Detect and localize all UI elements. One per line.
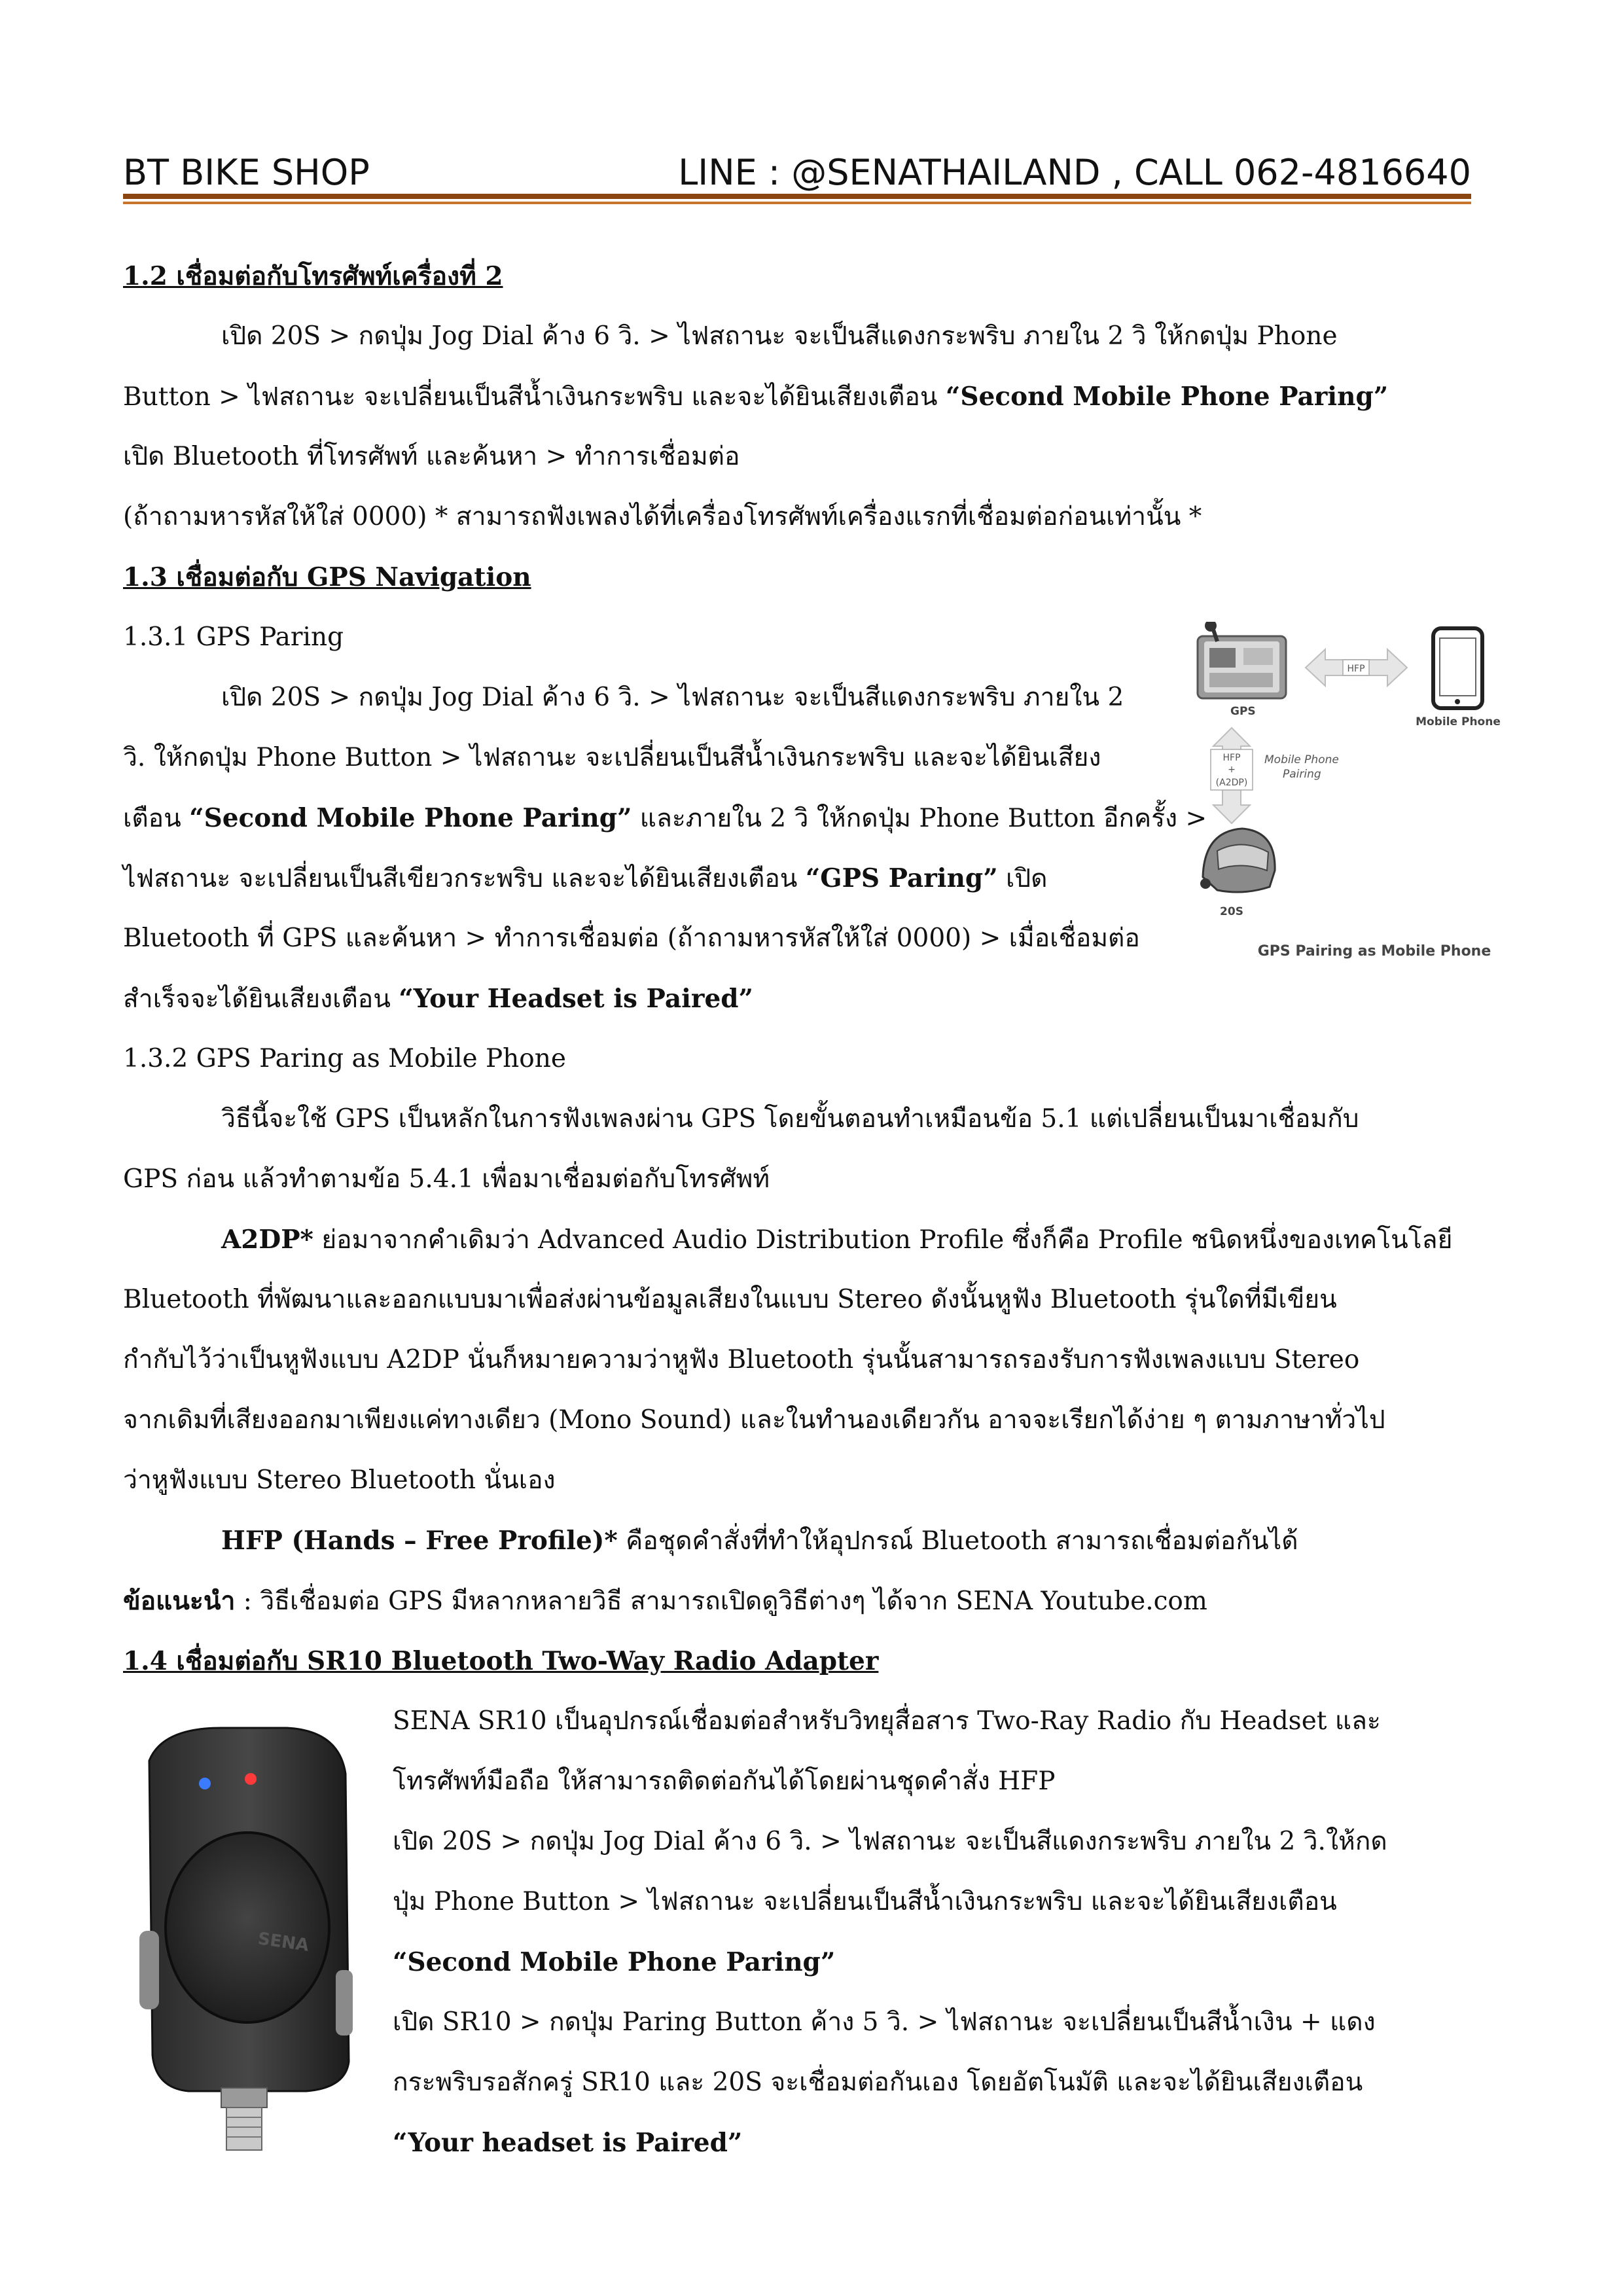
a2dp-text-1: ย่อมาจากคำเดิมว่า Advanced Audio Distribution Profile ซึ่งก็คือ Profile ชนิดหนึ่งของเทคโนโลยี xyxy=(313,1225,1453,1255)
s13-text-3b: “Second Mobile Phone Paring” xyxy=(189,803,632,833)
s13-text-3c: และภายใน 2 วิ ให้กดปุ่ม Phone Button อีกครั้ง > xyxy=(632,804,1207,833)
blue-led-icon xyxy=(199,1778,211,1789)
s13-sub-2: 1.3.2 GPS Paring as Mobile Phone xyxy=(123,1044,566,1073)
helmet-icon xyxy=(1200,829,1275,892)
header-rule-light xyxy=(123,202,1471,204)
fig-hfp-a2dp-1: HFP xyxy=(1222,753,1241,763)
fig-mp-pairing-1: Mobile Phone xyxy=(1264,753,1339,766)
a2dp-line-5: ว่าหูฟังแบบ Stereo Bluetooth นั่นเอง xyxy=(123,1465,556,1495)
s12-text-2b: “Second Mobile Phone Paring” xyxy=(945,382,1389,412)
s13-sub-1: 1.3.1 GPS Paring xyxy=(123,622,344,652)
fig-hfp-a2dp-3: (A2DP) xyxy=(1215,778,1248,788)
section-1-3-heading: 1.3 เชื่อมต่อกับ GPS Navigation xyxy=(123,562,531,592)
header-rule-dark xyxy=(123,194,1471,199)
fig-hfp-label: HFP xyxy=(1347,664,1365,674)
fig-caption: GPS Pairing as Mobile Phone xyxy=(1257,943,1491,960)
s13-text-1: เปิด 20S > กดปุ่ม Jog Dial ค้าง 6 วิ. > ไฟสถานะ จะเป็นสีแดงกระพริบ ภายใน 2 xyxy=(221,683,1124,712)
shop-name: BT BIKE SHOP xyxy=(123,152,370,193)
s14-text-8: “Your headset is Paired” xyxy=(393,2128,743,2158)
gps-pairing-figure xyxy=(1191,622,1518,962)
sr10-logo: SENA xyxy=(257,1929,310,1956)
s12-text-2a: Button > ไฟสถานะ จะเปลี่ยนเป็นสีน้ำเงินกระพริบ และจะได้ยินเสียงเตือน xyxy=(123,382,946,412)
red-led-icon xyxy=(245,1773,257,1785)
s12-text-1: เปิด 20S > กดปุ่ม Jog Dial ค้าง 6 วิ. > ไฟสถานะ จะเป็นสีแดงกระพริบ ภายใน 2 วิ ให้กดปุ่ม Phone xyxy=(221,321,1338,351)
hfp-label: HFP (Hands – Free Profile)* xyxy=(221,1526,618,1556)
s13-text-6b: “Your Headset is Paired” xyxy=(399,984,753,1014)
s13-text-4a: ไฟสถานะ จะเปลี่ยนเป็นสีเขียวกระพริบ และจะได้ยินเสียงเตือน xyxy=(123,864,806,893)
a2dp-line-2: Bluetooth ที่พัฒนาและออกแบบมาเพื่อส่งผ่านข้อมูลเสียงในแบบ Stereo ดังนั้นหูฟัง Bluetooth รุ่นใดที่มีเขียน xyxy=(123,1285,1337,1314)
s13-text-4c: เปิด xyxy=(997,864,1048,893)
s12-text-4: (ถ้าถามหารหัสให้ใส่ 0000) * สามารถฟังเพลงได้ที่เครื่องโทรศัพท์เครื่องแรกที่เชื่อมต่อก่อนเท่านั้น * xyxy=(123,502,1202,531)
section-1-4-heading: 1.4 เชื่อมต่อกับ SR10 Bluetooth Two-Way Radio Adapter xyxy=(123,1646,879,1676)
a2dp-line-3: กำกับไว้ว่าเป็นหูฟังแบบ A2DP นั่นก็หมายความว่าหูฟัง Bluetooth รุ่นนั้นสามารถรองรับการฟังเพลงแบบ Stereo xyxy=(123,1345,1360,1374)
fig-20s-label: 20S xyxy=(1220,905,1243,918)
tip-label: ข้อแนะนำ xyxy=(123,1586,236,1616)
paring-button-icon xyxy=(166,1833,329,2022)
s12-text-3: เปิด Bluetooth ที่โทรศัพท์ และค้นหา > ทำการเชื่อมต่อ xyxy=(123,442,740,471)
s13-text-6a: สำเร็จจะได้ยินเสียงเตือน xyxy=(123,984,399,1014)
s13-text-3a: เตือน xyxy=(123,804,190,833)
a2dp-line-4: จากเดิมที่เสียงออกมาเพียงแค่ทางเดียว (Mono Sound) และในทำนองเดียวกัน อาจจะเรียกได้ง่าย ๆ ตามภาษาทั่วไป xyxy=(123,1405,1385,1435)
s14-text-3: เปิด 20S > กดปุ่ม Jog Dial ค้าง 6 วิ. > ไฟสถานะ จะเป็นสีแดงกระพริบ ภายใน 2 วิ.ให้กด xyxy=(393,1827,1387,1856)
tip-line xyxy=(123,1583,1207,1620)
s13-text-5: Bluetooth ที่ GPS และค้นหา > ทำการเชื่อมต่อ (ถ้าถามหารหัสให้ใส่ 0000) > เมื่อเชื่อมต่อ xyxy=(123,924,1140,953)
s13-method-1: วิธีนี้จะใช้ GPS เป็นหลักในการฟังเพลงผ่าน GPS โดยขั้นตอนทำเหมือนข้อ 5.1 แต่เปลี่ยนเป็นมาเชื่อมกับ xyxy=(221,1104,1359,1134)
s14-text-2: โทรศัพท์มือถือ ให้สามารถติดต่อกันได้โดยผ่านชุดคำสั่ง HFP xyxy=(393,1767,1056,1796)
s14-text-6: เปิด SR10 > กดปุ่ม Paring Button ค้าง 5 วิ. > ไฟสถานะ จะเปลี่ยนเป็นสีน้ำเงิน + แดง xyxy=(393,2007,1376,2037)
s14-text-7: กระพริบรอสักครู่ SR10 และ 20S จะเชื่อมต่อกันเอง โดยอัตโนมัติ และจะได้ยินเสียงเตือน xyxy=(393,2068,1363,2097)
fig-mp-pairing-2: Pairing xyxy=(1283,768,1321,781)
a2dp-label: A2DP* xyxy=(221,1225,313,1255)
fig-mobile-label: Mobile Phone xyxy=(1416,715,1501,728)
sr10-device-image xyxy=(123,1721,365,2153)
s13-text-4 xyxy=(123,860,1047,897)
mobile-phone-icon xyxy=(1433,628,1482,708)
s14-text-5: “Second Mobile Phone Paring” xyxy=(393,1947,836,1977)
s13-text-4b: “GPS Paring” xyxy=(805,863,998,893)
antenna-connector-icon xyxy=(226,2108,262,2150)
s13-text-2: วิ. ให้กดปุ่ม Phone Button > ไฟสถานะ จะเปลี่ยนเป็นสีน้ำเงินกระพริบ และจะได้ยินเสียง xyxy=(123,743,1101,772)
tip-text: : วิธีเชื่อมต่อ GPS มีหลากหลายวิธี สามารถเปิดดูวิธีต่างๆ ได้จาก SENA Youtube.com xyxy=(235,1587,1207,1616)
s13-text-3 xyxy=(123,800,1207,837)
hfp-line xyxy=(221,1522,1298,1560)
section-1-2-heading: 1.2 เชื่อมต่อกับโทรศัพท์เครื่องที่ 2 xyxy=(123,261,503,291)
hfp-text: คือชุดคำสั่งที่ทำให้อุปกรณ์ Bluetooth สามารถเชื่อมต่อกันได้ xyxy=(617,1526,1298,1556)
page-header xyxy=(123,145,1471,198)
s13-method-2: GPS ก่อน แล้วทำตามข้อ 5.4.1 เพื่อมาเชื่อมต่อกับโทรศัพท์ xyxy=(123,1164,770,1194)
a2dp-line-1 xyxy=(221,1221,1452,1259)
fig-hfp-a2dp-2: + xyxy=(1228,764,1236,775)
fig-gps-label: GPS xyxy=(1230,705,1256,718)
s14-text-4: ปุ่ม Phone Button > ไฟสถานะ จะเปลี่ยนเป็นสีน้ำเงินกระพริบ และจะได้ยินเสียงเตือน xyxy=(393,1887,1337,1916)
s12-text-2 xyxy=(123,378,1388,416)
s14-text-1: SENA SR10 เป็นอุปกรณ์เชื่อมต่อสำหรับวิทยุสื่อสาร Two-Ray Radio กับ Headset และ xyxy=(393,1706,1381,1736)
gps-device-icon xyxy=(1198,622,1286,698)
s13-text-6 xyxy=(123,980,753,1018)
contact-info: LINE : @SENATHAILAND , CALL 062-4816640 xyxy=(678,152,1471,193)
